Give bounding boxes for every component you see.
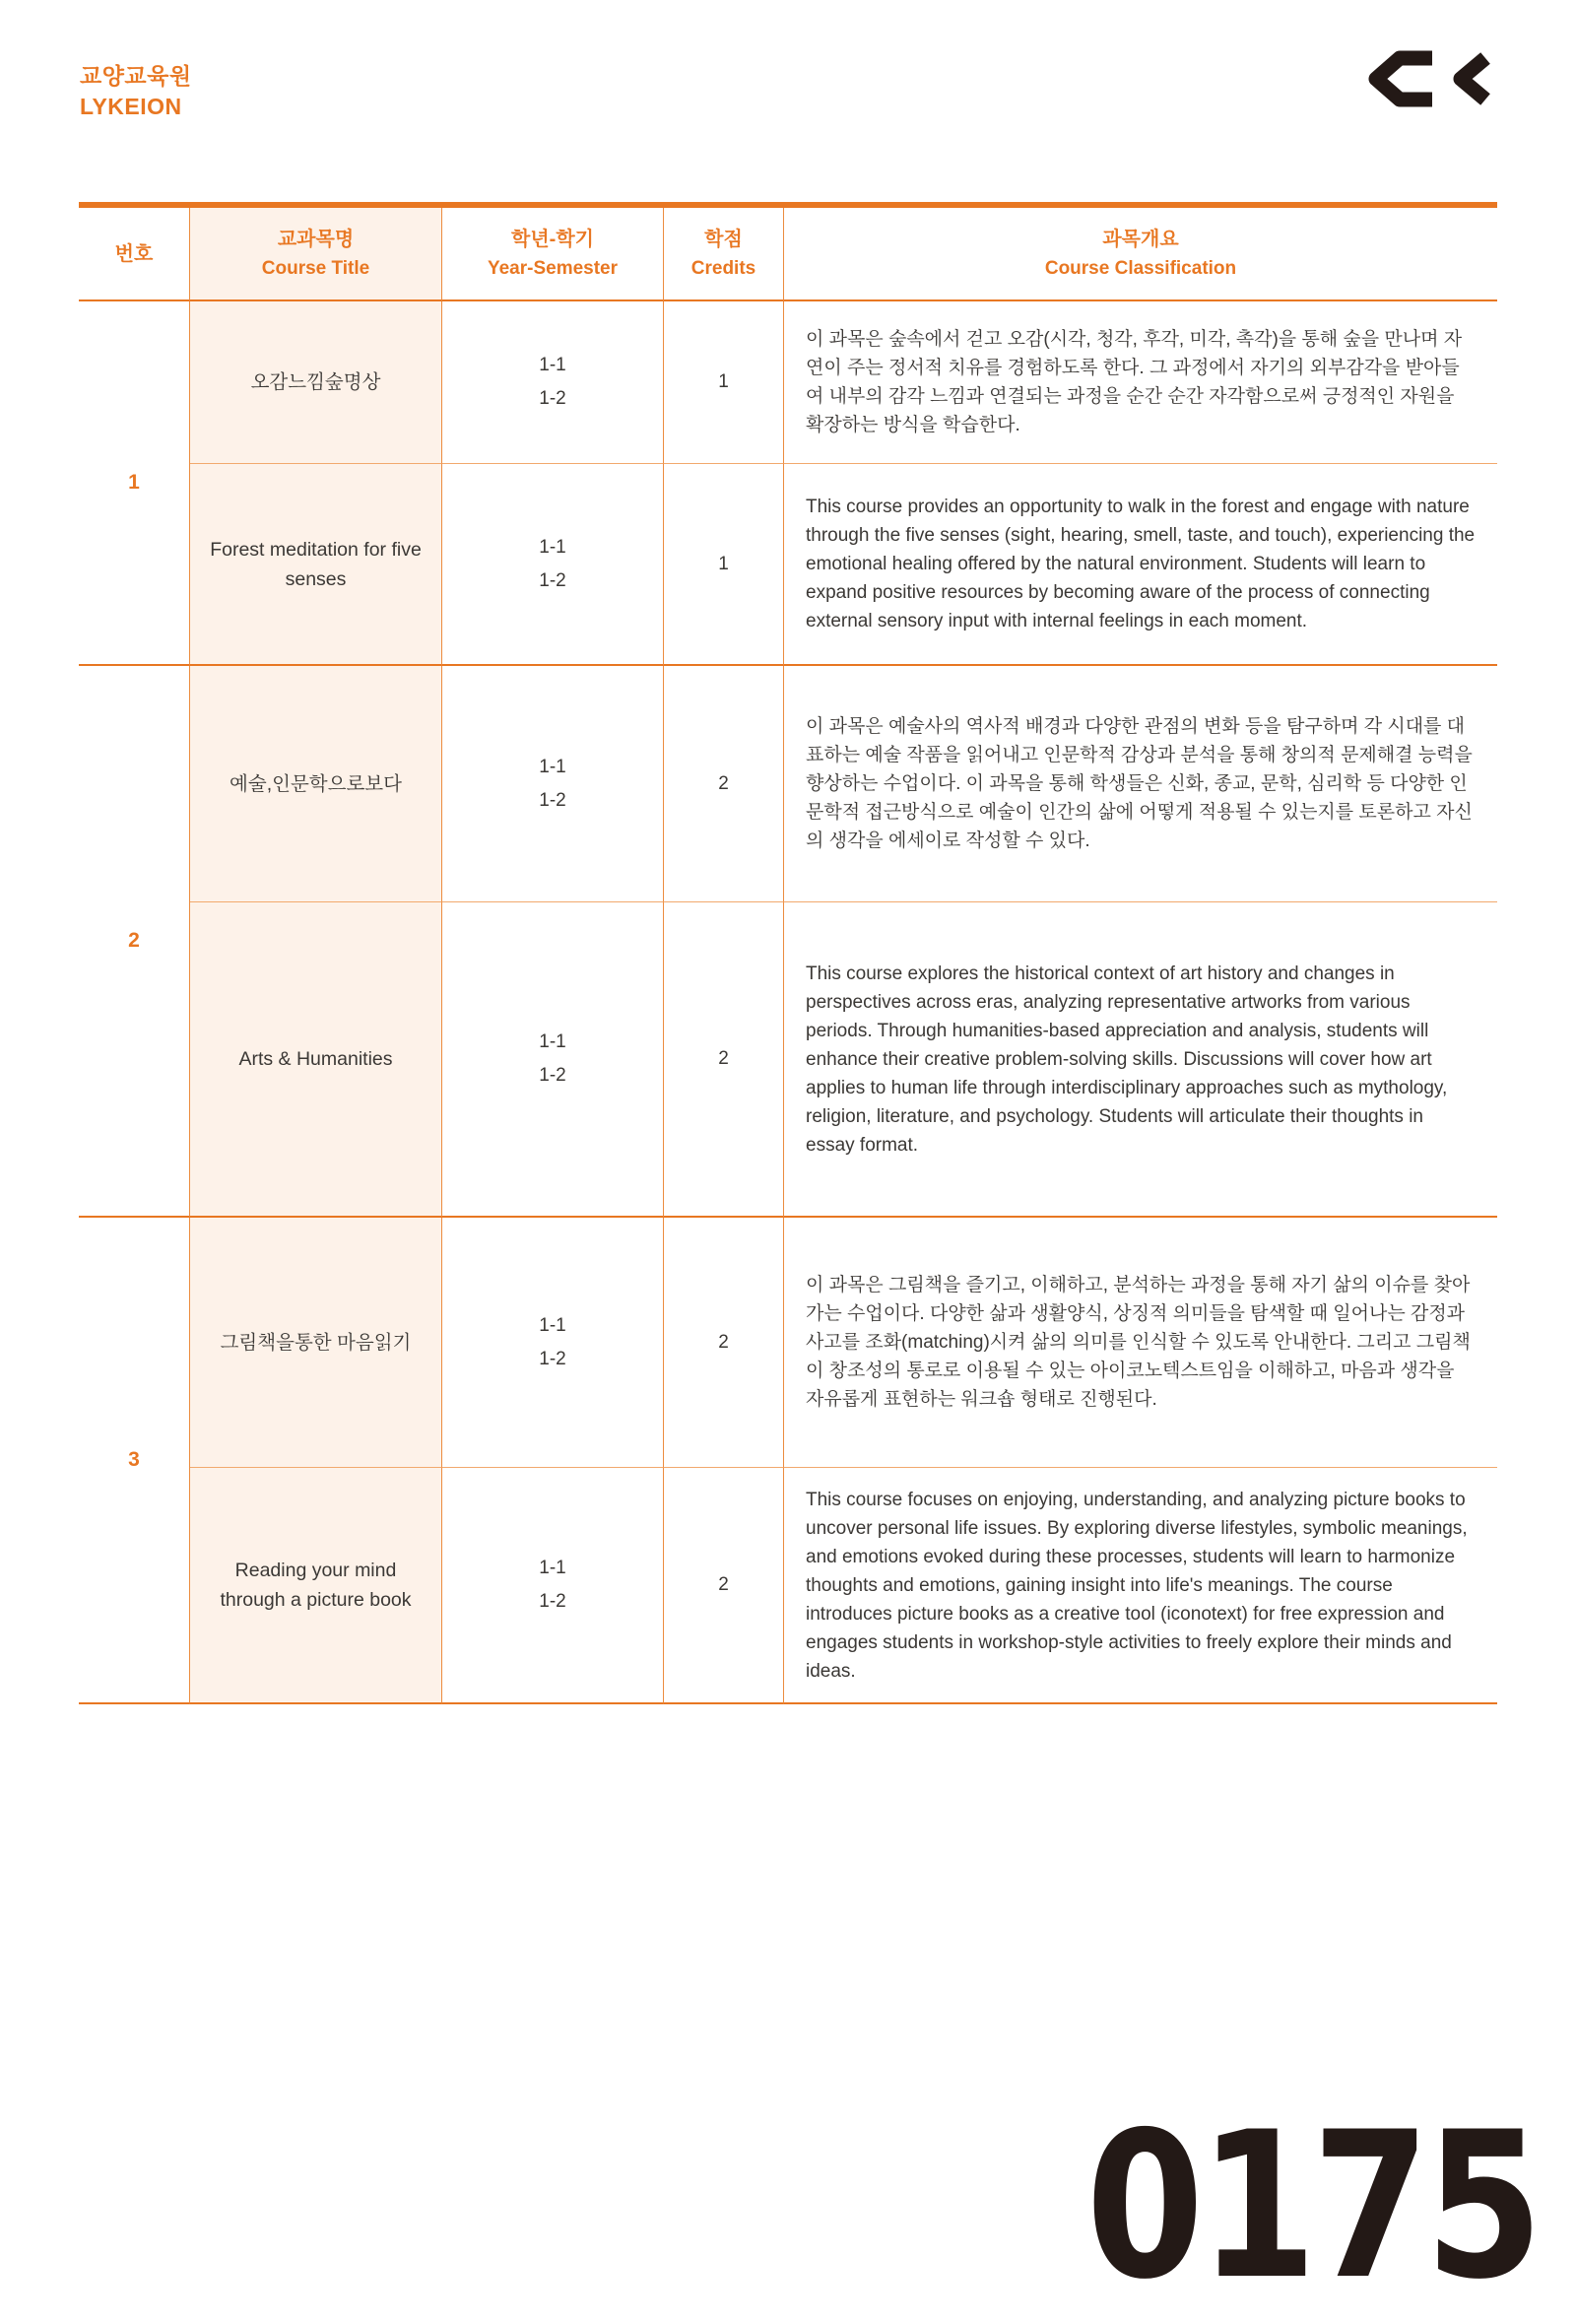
semester-line: 1-2 <box>539 388 566 409</box>
col-header-number-kr: 번호 <box>114 242 154 265</box>
semester-line: 1-1 <box>539 1558 566 1578</box>
page-number: 0175 <box>1085 2090 1539 2324</box>
course-title-en: Reading your mind through a picture book <box>190 1468 442 1704</box>
col-header-sem-en: Year-Semester <box>487 257 619 279</box>
course-description-en <box>784 902 1497 1218</box>
semester-line: 1-2 <box>539 569 566 591</box>
org-name-kr: 교양교육원 <box>80 63 192 89</box>
semester-line: 1-1 <box>539 536 566 558</box>
semester-line: 1-1 <box>539 1314 566 1336</box>
course-title-kr: 예술,인문학으로보다 <box>190 666 442 902</box>
course-table <box>79 202 1497 1704</box>
description-text: This course focuses on enjoying, understanding, and analyzing picture books to uncover personal life issues. By exploring diverse lifestyles, symbolic meanings, and emotions evoked during these processes, students will learn to harmonize thoughts and emotions, gaining insight into life's meanings. The course introduces picture books as a creative tool (iconotext) for free expression and engages students in workshop-style activities to freely explore their minds and ideas. <box>806 1489 1468 1682</box>
col-header-credits <box>664 208 784 301</box>
col-header-credits-kr: 학점 <box>704 228 743 250</box>
credits-value: 1 <box>664 464 784 666</box>
course-title-en: Forest meditation for five senses <box>190 464 442 666</box>
row-number: 2 <box>79 666 190 1218</box>
year-semester <box>442 464 664 666</box>
semester-line: 1-1 <box>539 1031 566 1052</box>
year-semester <box>442 902 664 1218</box>
credits-value: 2 <box>664 902 784 1218</box>
semester-line: 1-1 <box>539 355 566 375</box>
col-header-credits-en: Credits <box>690 257 756 279</box>
row-number: 1 <box>79 301 190 666</box>
col-header-title-kr: 교과목명 <box>277 228 355 250</box>
org-header <box>80 61 192 122</box>
credits-value: 2 <box>664 1218 784 1468</box>
course-description-kr <box>784 1218 1497 1468</box>
row-number: 3 <box>79 1218 190 1704</box>
col-header-course-title <box>190 208 442 301</box>
description-text: 이 과목은 숲속에서 걷고 오감(시각, 청각, 후각, 미각, 촉각)을 통해 숲을 만나며 자연이 주는 정서적 치유를 경험하도록 한다. 그 과정에서 자기의 외부감각을 받아들여 내부의 감각 느낌과 연결되는 과정을 순간 순간 자각함으로써 긍정적인 자원을 확장하는 방식을 학습한다. <box>806 329 1463 435</box>
col-header-overview-en: Course Classification <box>1044 257 1237 279</box>
year-semester <box>442 1468 664 1704</box>
semester-line: 1-2 <box>539 1591 566 1612</box>
course-description-kr <box>784 301 1497 464</box>
course-description-kr <box>784 666 1497 902</box>
course-title-en: Arts & Humanities <box>190 902 442 1218</box>
col-header-number <box>79 208 190 301</box>
course-title-kr: 그림책을통한 마음읽기 <box>190 1218 442 1468</box>
col-header-overview-kr: 과목개요 <box>1102 228 1179 250</box>
description-text: This course provides an opportunity to walk in the forest and engage with nature through the five senses (sight, hearing, smell, taste, and touch), experiencing the emotional healing offered by the natural environment. Students will learn to expand positive resources by becoming aware of the process of connecting external sensory input with internal feelings in each moment. <box>806 497 1476 631</box>
semester-line: 1-2 <box>539 1348 566 1369</box>
course-title-kr: 오감느낌숲명상 <box>190 301 442 464</box>
description-text: 이 과목은 그림책을 즐기고, 이해하고, 분석하는 과정을 통해 자기 삶의 이슈를 찾아가는 수업이다. 다양한 삶과 생활양식, 상징적 의미들을 탐색할 때 일어나는 감정과 사고를 조화(matching)시켜 삶의 의미를 인식할 수 있도록 안내한다. 그리고 그림책이 창조성의 통로로 이용될 수 있는 아이코노텍스트임을 이해하고, 마음과 생각을 자유롭게 표현하는 워크숍 형태로 진행된다. <box>806 1275 1471 1410</box>
course-description-en <box>784 464 1497 666</box>
year-semester <box>442 666 664 902</box>
col-header-title-en: Course Title <box>261 257 370 279</box>
semester-line: 1-1 <box>539 756 566 777</box>
description-text: 이 과목은 예술사의 역사적 배경과 다양한 관점의 변화 등을 탐구하며 각 시대를 대표하는 예술 작품을 읽어내고 인문학적 감상과 분석을 통해 창의적 문제해결 능력을 향상하는 수업이다. 이 과목을 통해 학생들은 신화, 종교, 문학, 심리학 등 다양한 인문학적 접근방식으로 예술이 인간의 삶에 어떻게 적용될 수 있는지를 토론하고 자신의 생각을 에세이로 작성할 수 있다. <box>806 716 1473 851</box>
year-semester <box>442 1218 664 1468</box>
course-description-en <box>784 1468 1497 1704</box>
col-header-year-semester <box>442 208 664 301</box>
credits-value: 2 <box>664 666 784 902</box>
ck-logo-svg <box>1367 49 1497 108</box>
col-header-overview <box>784 208 1497 301</box>
year-semester <box>442 301 664 464</box>
ck-logo-icon <box>1367 49 1497 113</box>
col-header-sem-kr: 학년-학기 <box>511 228 594 250</box>
description-text: This course explores the historical context of art history and changes in perspectives across eras, analyzing representative artworks from various periods. Through humanities-based appreciation and analysis, students will enhance their creative problem-solving skills. Discussions will cover how art applies to human life through interdisciplinary approaches such as mythology, religion, literature, and psychology. Students will articulate their thoughts in essay format. <box>806 963 1448 1156</box>
credits-value: 1 <box>664 301 784 464</box>
semester-line: 1-2 <box>539 1065 566 1086</box>
org-name-en: LYKEION <box>80 94 182 119</box>
semester-line: 1-2 <box>539 789 566 811</box>
credits-value: 2 <box>664 1468 784 1704</box>
